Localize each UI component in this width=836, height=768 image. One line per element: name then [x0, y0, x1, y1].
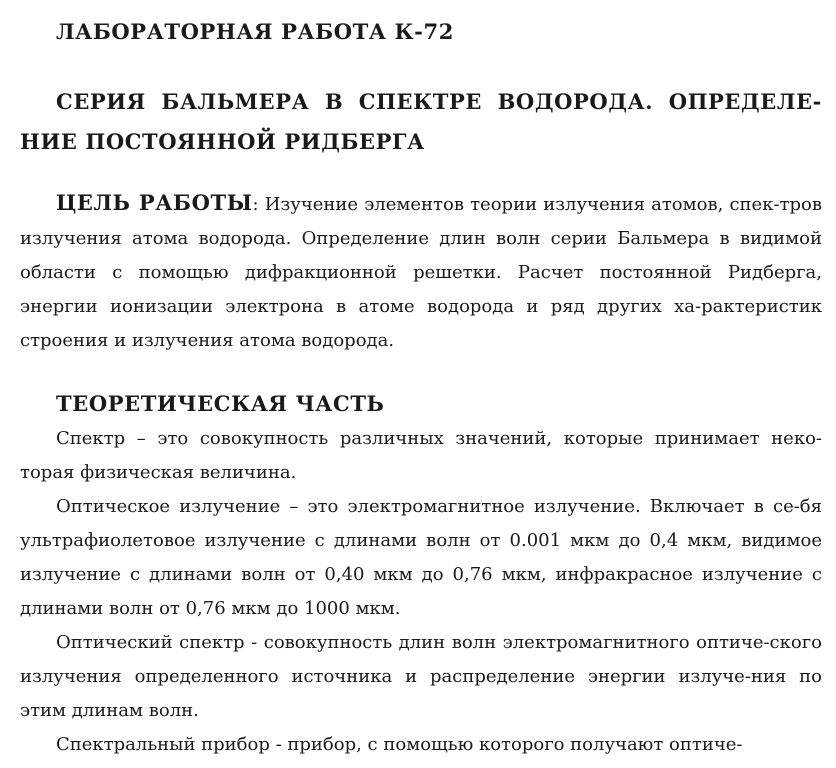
- goal-paragraph: [20, 186, 822, 358]
- goal-text: : Изучение элементов теории излучения атомов, спек-тров излучения атома водорода. Определение длин волн серии Бальмера в видимой области с помощью дифракционной решетки. Расчет постоянной Ридберга, энергии ионизации электрона в атоме водорода и ряд других ха-рактеристик строения и излучения атома водорода.: [20, 194, 822, 351]
- theory-paragraph-spectrum: Спектр – это совокупность различных значений, которые принимает неко-торая физическая величина.: [20, 428, 822, 483]
- work-title: СЕРИЯ БАЛЬМЕРА В СПЕКТРЕ ВОДОРОДА. ОПРЕДЕЛЕ-НИЕ ПОСТОЯННОЙ РИДБЕРГА: [20, 89, 822, 154]
- theory-title: ТЕОРЕТИЧЕСКАЯ ЧАСТЬ: [56, 391, 385, 416]
- theory-paragraph-optical-radiation: Оптическое излучение – это электромагнитное излучение. Включает в се-бя ультрафиолетовое излучение с длинами волн от 0.001 мкм до 0,4 мкм, видимое излучение с длинами волн от 0,40 мкм до 0,76 мкм, инфракрасное излучение с длинами волн от 0,76 мкм до 1000 мкм.: [20, 496, 822, 619]
- goal-label: ЦЕЛЬ РАБОТЫ: [56, 190, 253, 215]
- theory-section: [20, 422, 822, 762]
- goal-section: [20, 186, 822, 358]
- theory-paragraph-spectral-device: Спектральный прибор - прибор, с помощью которого получают оптиче-: [56, 734, 743, 755]
- lab-title: ЛАБОРАТОРНАЯ РАБОТА К-72: [56, 19, 454, 44]
- theory-paragraph-optical-spectrum: Оптический спектр - совокупность длин волн электромагнитного оптиче-ского излучения определенного источника и распределение энергии излуче-ния по этим длинам волн.: [20, 632, 822, 721]
